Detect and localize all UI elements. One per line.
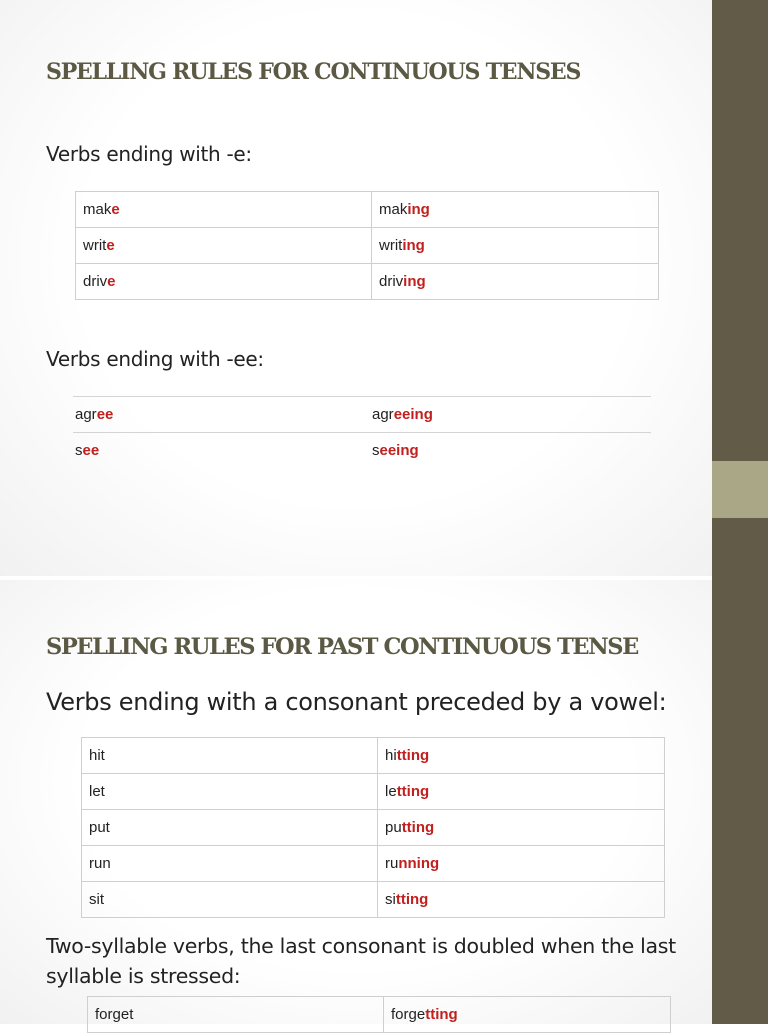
ing-form-cell: seeing (370, 433, 651, 469)
table-row (82, 774, 665, 810)
table-row (88, 997, 671, 1033)
table-verbs-e (75, 191, 659, 300)
table-row (73, 433, 651, 469)
base-verb-cell: run (82, 846, 378, 882)
ing-form-cell: writing (372, 228, 659, 264)
table-row (76, 264, 659, 300)
base-verb-cell: make (76, 192, 372, 228)
slide-title: SPELLING RULES FOR CONTINUOUS TENSES (46, 59, 581, 85)
ing-form-cell: agreeing (370, 397, 651, 433)
ing-form-cell: running (378, 846, 665, 882)
table-row (82, 846, 665, 882)
ing-form-cell: hitting (378, 738, 665, 774)
base-verb-cell: agree (73, 397, 370, 433)
ing-form-cell: making (372, 192, 659, 228)
table-row (76, 192, 659, 228)
base-verb-cell: forget (88, 997, 384, 1033)
base-verb-cell: write (76, 228, 372, 264)
base-verb-cell: hit (82, 738, 378, 774)
base-verb-cell: see (73, 433, 370, 469)
table-verbs-ee (73, 396, 651, 468)
slide-title: SPELLING RULES FOR PAST CONTINUOUS TENSE (46, 634, 638, 660)
table-verbs-two-syllable (87, 996, 671, 1033)
section-heading-two-syllable: Two-syllable verbs, the last consonant is doubled when the last syllable is stressed: (46, 934, 676, 988)
section-heading-cvc: Verbs ending with a consonant preceded by a vowel: (46, 688, 667, 716)
sidebar-accent-block (712, 461, 768, 518)
ing-form-cell: driving (372, 264, 659, 300)
section-heading-e: Verbs ending with -e: (46, 142, 252, 166)
table-row (76, 228, 659, 264)
ing-form-cell: letting (378, 774, 665, 810)
table-row (82, 738, 665, 774)
section-heading-ee: Verbs ending with -ee: (46, 347, 264, 371)
base-verb-cell: sit (82, 882, 378, 918)
slide-past-continuous (0, 580, 712, 1024)
base-verb-cell: let (82, 774, 378, 810)
table-row (73, 397, 651, 433)
table-row (82, 882, 665, 918)
table-row (82, 810, 665, 846)
ing-form-cell: putting (378, 810, 665, 846)
base-verb-cell: put (82, 810, 378, 846)
ing-form-cell: forgetting (384, 997, 671, 1033)
base-verb-cell: drive (76, 264, 372, 300)
table-verbs-cvc (81, 737, 665, 918)
ing-form-cell: sitting (378, 882, 665, 918)
